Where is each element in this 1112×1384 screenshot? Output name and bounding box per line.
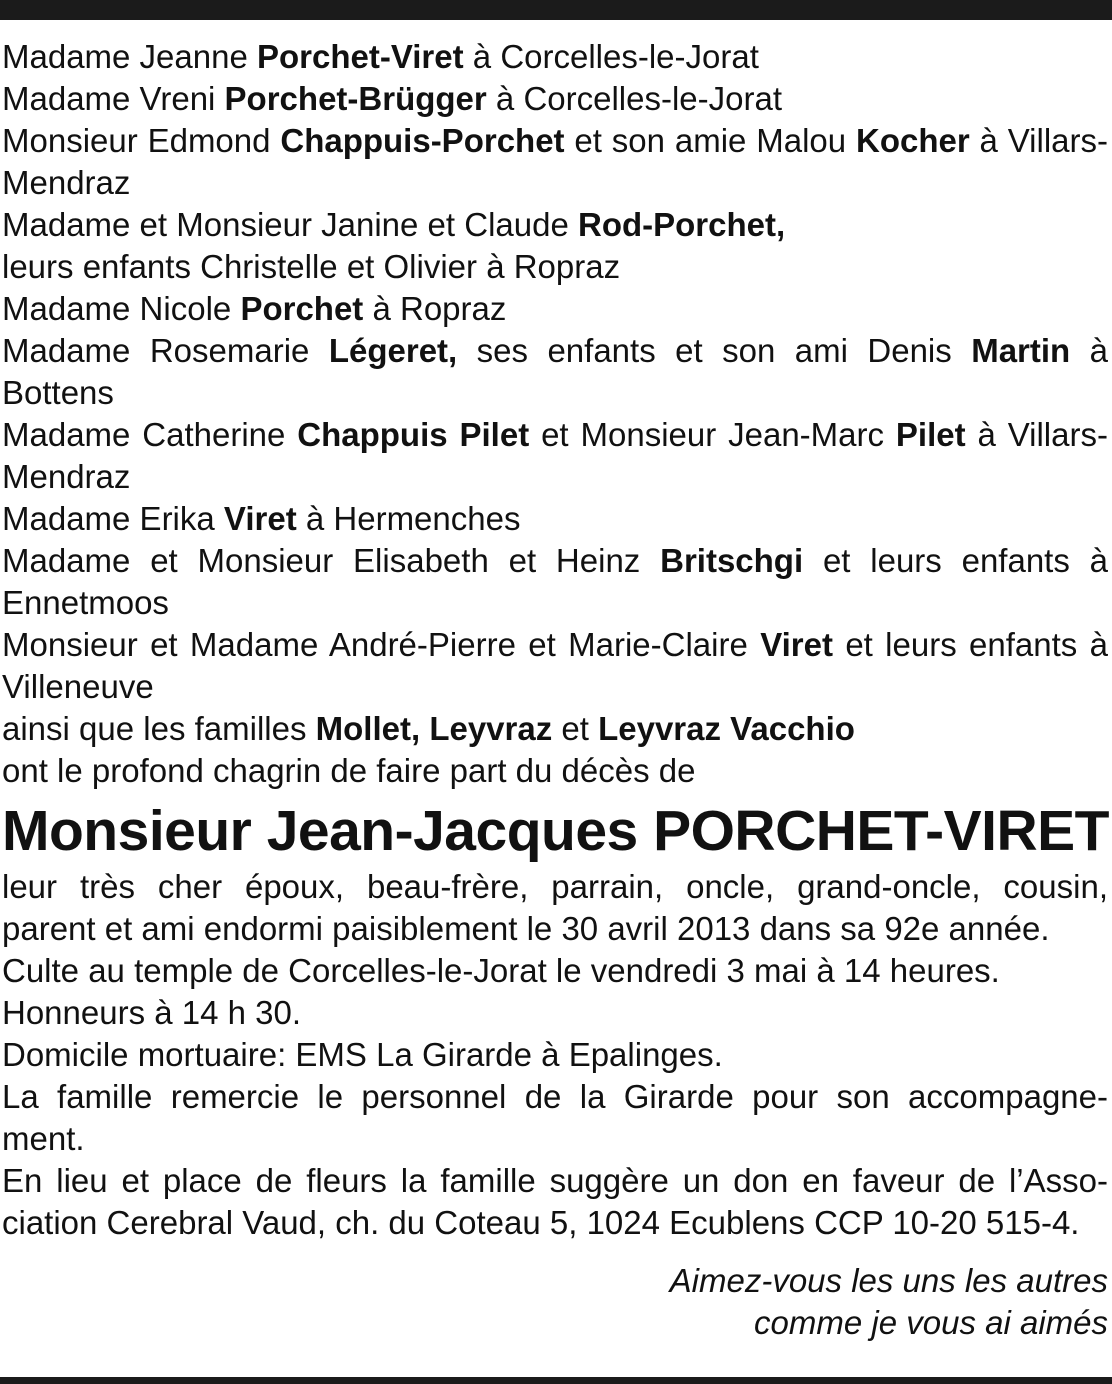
- obituary-notice: [2, 36, 1108, 1344]
- mourner-line: [2, 540, 1108, 624]
- family-name: Porchet: [240, 290, 364, 327]
- mourners-list: [2, 36, 1108, 792]
- family-name: Pilet: [895, 416, 966, 453]
- family-name: Rod-Porchet,: [578, 206, 786, 243]
- mourner-text: et leurs enfants à Villeneuve: [2, 626, 1108, 705]
- mourner-text: leurs enfants Christelle et Olivier à Ropraz: [2, 248, 621, 285]
- mourner-text: Madame Nicole: [2, 290, 241, 327]
- deceased-name: Monsieur Jean-Jacques PORCHET-VIRET: [2, 799, 1109, 863]
- mourner-text: à Bottens: [2, 332, 1108, 411]
- family-name: Porchet-Viret: [257, 38, 464, 75]
- family-name: Kocher: [855, 122, 970, 159]
- mourner-text: Madame et Monsieur Elisabeth et Heinz: [2, 542, 661, 579]
- verse-line: Aimez-vous les uns les autres: [669, 1262, 1108, 1299]
- family-name: Martin: [971, 332, 1071, 369]
- mourner-text: ses enfants et son ami Denis: [457, 332, 972, 369]
- ceremony-details: [2, 866, 1108, 1244]
- top-rule: [0, 0, 1112, 20]
- family-name: Légeret,: [328, 332, 458, 369]
- mourner-line: [2, 498, 1108, 540]
- mourner-text: ont le profond chagrin de faire part du décès de: [2, 752, 696, 789]
- detail-line: Culte au temple de Corcelles-le-Jorat le vendredi 3 mai à 14 heures.: [2, 952, 1000, 989]
- mourner-text: à Villars-Mendraz: [2, 122, 1108, 201]
- family-name: Chappuis Pilet: [297, 416, 530, 453]
- detail-line: parent et ami endormi paisiblement le 30 avril 2013 dans sa 92e année.: [2, 910, 1050, 947]
- mourner-text: Madame Vreni: [2, 80, 225, 117]
- mourner-line: [2, 414, 1108, 498]
- bottom-rule: [0, 1377, 1112, 1384]
- detail-line: En lieu et place de fleurs la famille suggère un don en faveur de l’Asso-: [2, 1162, 1108, 1199]
- mourner-text: Monsieur Edmond: [2, 122, 281, 159]
- verse-line: comme je vous ai aimés: [754, 1304, 1108, 1341]
- mourner-line: [2, 78, 1108, 120]
- closing-verse: [2, 1260, 1108, 1344]
- detail-line: Honneurs à 14 h 30.: [2, 994, 302, 1031]
- family-name: Chappuis-Porchet: [280, 122, 565, 159]
- mourner-line: [2, 708, 1108, 750]
- mourner-line: [2, 246, 1108, 288]
- mourner-text: et: [552, 710, 599, 747]
- mourner-line: [2, 36, 1108, 78]
- detail-line: Domicile mortuaire: EMS La Girarde à Epalinges.: [2, 1036, 723, 1073]
- family-name: Leyvraz Vacchio: [598, 710, 855, 747]
- detail-line: La famille remercie le personnel de la Girarde pour son accompagne-: [2, 1078, 1108, 1115]
- mourner-text: Madame Jeanne: [2, 38, 257, 75]
- family-name: Porchet-Brügger: [224, 80, 487, 117]
- mourner-text: à Corcelles-le-Jorat: [486, 80, 783, 117]
- mourner-text: et Monsieur Jean-Marc: [529, 416, 896, 453]
- mourner-text: Madame Rosemarie: [2, 332, 329, 369]
- mourner-text: Monsieur et Madame André-Pierre et Marie-Claire: [2, 626, 761, 663]
- mourner-line: [2, 750, 1108, 792]
- mourner-text: Madame Catherine: [2, 416, 298, 453]
- mourner-line: [2, 120, 1108, 204]
- family-name: Viret: [760, 626, 833, 663]
- mourner-text: à Corcelles-le-Jorat: [463, 38, 759, 75]
- mourner-text: Madame Erika: [2, 500, 224, 537]
- mourner-text: et son amie Malou: [564, 122, 856, 159]
- mourner-line: [2, 624, 1108, 708]
- mourner-text: ainsi que les familles: [2, 710, 316, 747]
- detail-line: leur très cher époux, beau-frère, parrain, oncle, grand-oncle, cousin,: [2, 868, 1108, 905]
- mourner-line: [2, 288, 1108, 330]
- mourner-line: [2, 204, 1108, 246]
- mourner-text: Madame et Monsieur Janine et Claude: [2, 206, 578, 243]
- mourner-text: à Hermenches: [296, 500, 521, 537]
- mourner-text: à Ropraz: [363, 290, 507, 327]
- mourner-line: [2, 330, 1108, 414]
- family-name: Viret: [223, 500, 297, 537]
- mourner-text: à Villars-Mendraz: [2, 416, 1108, 495]
- detail-line: ciation Cerebral Vaud, ch. du Coteau 5, 1024 Ecublens CCP 10-20 515-4.: [2, 1204, 1080, 1241]
- family-name: Britschgi: [660, 542, 804, 579]
- detail-line: ment.: [2, 1120, 85, 1157]
- mourner-text: et leurs enfants à Ennetmoos: [2, 542, 1109, 621]
- family-name: Mollet, Leyvraz: [315, 710, 553, 747]
